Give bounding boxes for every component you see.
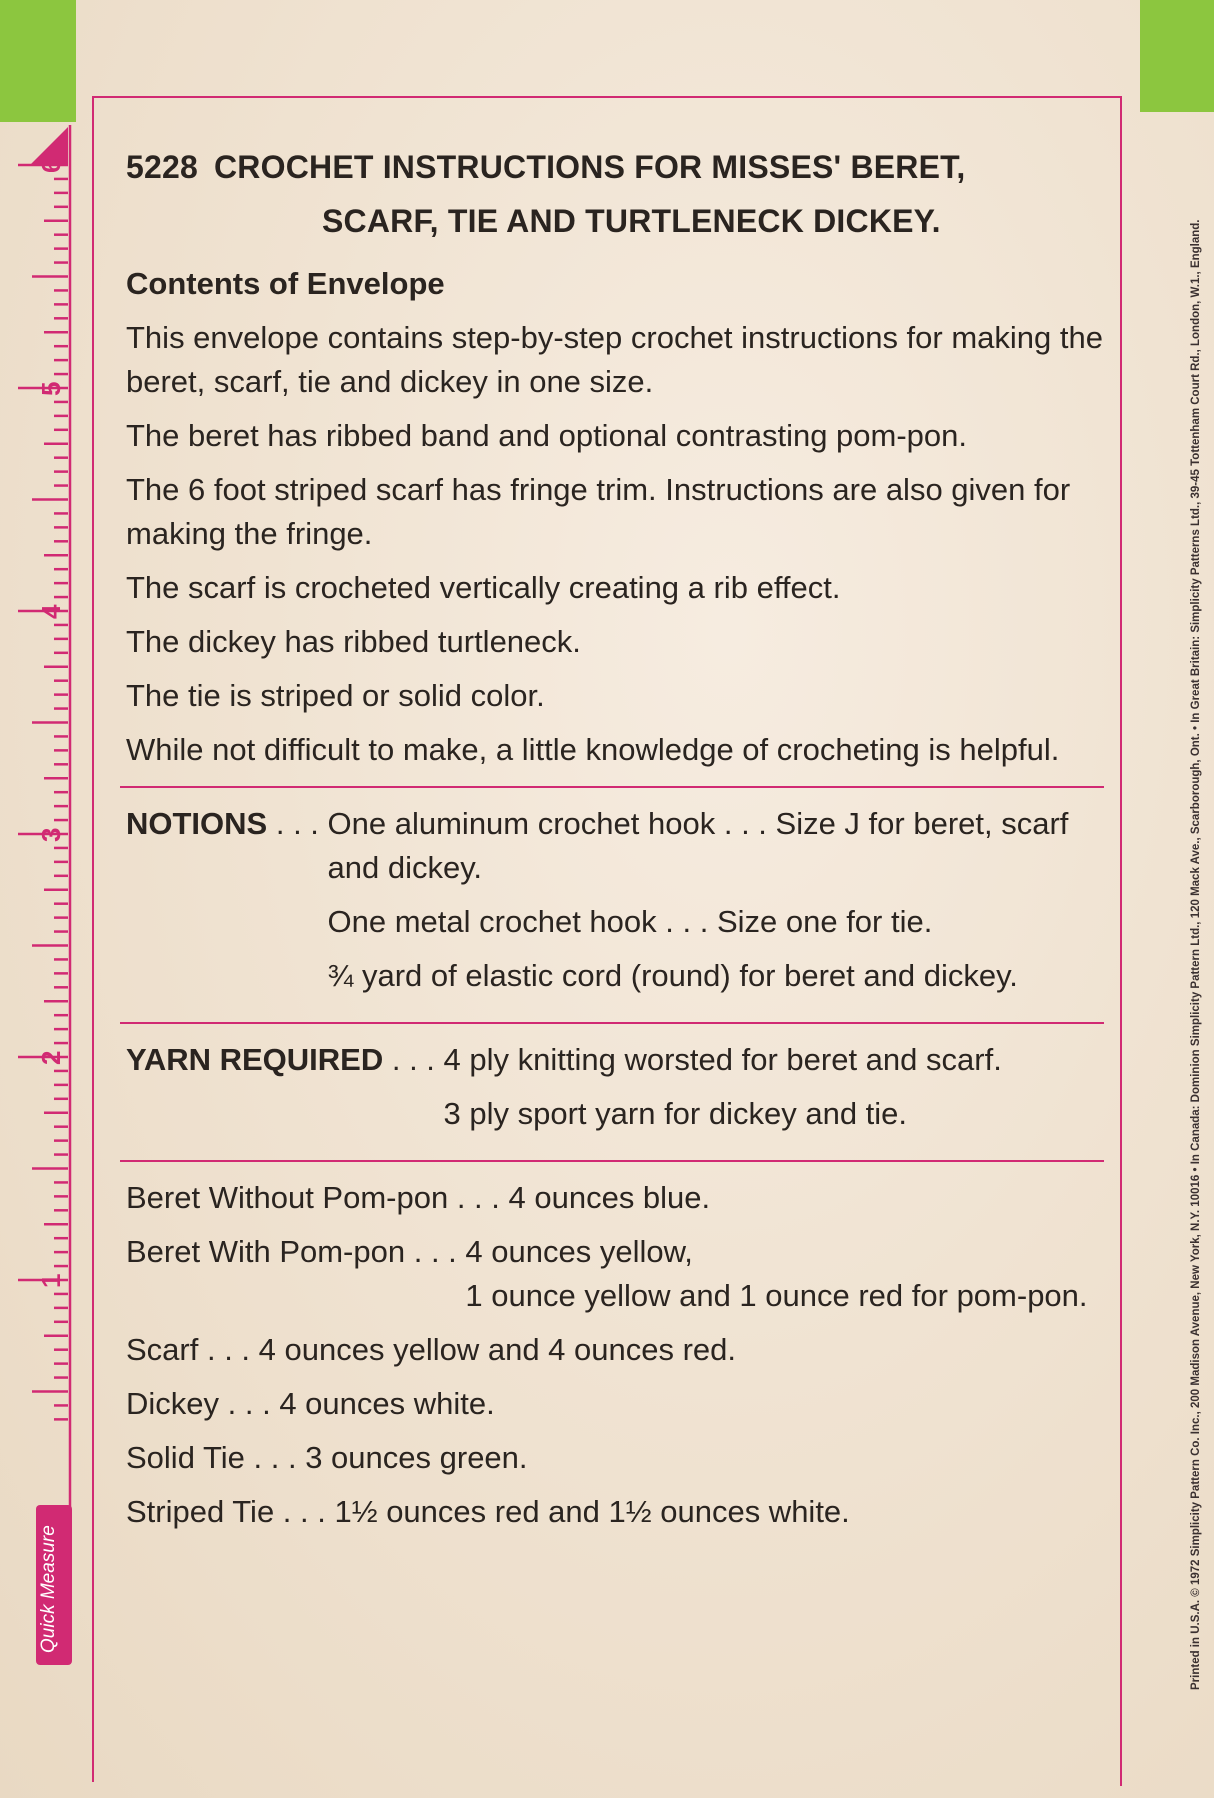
- amount-value: 4 ounces yellow and 4 ounces red.: [258, 1332, 737, 1367]
- copyright-side-text: Printed in U.S.A. © 1972 Simplicity Pattern Co. Inc., 200 Madison Avenue, New York, N.Y. 10016 • In Canada: Dominion Simplicity Pattern Ltd., 120 Mack Ave., Scarborough, Ont. • In Great Britain: Simplicity Patterns Ltd., 39-45 Tottenham Court Rd., London, W.1., England.: [1190, 219, 1202, 1690]
- contents-heading: Contents of Envelope: [126, 266, 445, 301]
- pattern-number: 5228: [126, 149, 198, 185]
- pink-border-top: [92, 96, 1122, 98]
- amount-label: Beret Without Pom-pon . . .: [126, 1180, 509, 1215]
- amount-label: Dickey . . .: [126, 1386, 280, 1421]
- green-corner-left: [0, 0, 76, 122]
- divider: [120, 1022, 1104, 1024]
- amount-row: [126, 1382, 1106, 1436]
- contents-paragraph: The 6 foot striped scarf has fringe trim. Instructions are also given for making the fringe.: [126, 472, 1071, 551]
- yarn-separator: . . .: [383, 1042, 444, 1077]
- amount-row: [126, 1328, 1106, 1382]
- notions-item: ¾ yard of elastic cord (round) for beret and dickey.: [327, 958, 1018, 993]
- notions-section: [126, 802, 1106, 1008]
- contents-paragraph: This envelope contains step-by-step crochet instructions for making the beret, scarf, tie and dickey in one size.: [126, 320, 1103, 399]
- yarn-item: 3 ply sport yarn for dickey and tie.: [443, 1096, 908, 1131]
- quick-measure-badge: [36, 1505, 72, 1665]
- amount-label: Scarf . . .: [126, 1332, 259, 1367]
- divider: [120, 1160, 1104, 1162]
- ruler-number: 1: [36, 1273, 66, 1288]
- pink-border-right: [1120, 96, 1122, 1786]
- contents-paragraph: The scarf is crocheted vertically creating a rib effect.: [126, 570, 841, 605]
- ruler-number: 5: [36, 381, 66, 396]
- amount-row: [126, 1176, 1106, 1230]
- green-corner-right: [1140, 0, 1214, 112]
- notions-item: One aluminum crochet hook . . . Size J for beret, scarf and dickey.: [327, 806, 1069, 885]
- amount-row: [126, 1436, 1106, 1490]
- contents-paragraph: The dickey has ribbed turtleneck.: [126, 624, 581, 659]
- yarn-label: YARN REQUIRED: [126, 1042, 384, 1077]
- amount-value: 4 ounces white.: [279, 1386, 495, 1421]
- amount-label: Striped Tie . . .: [126, 1494, 335, 1529]
- contents-paragraph: The tie is striped or solid color.: [126, 678, 545, 713]
- notions-separator: . . .: [267, 806, 328, 841]
- quick-measure-label: Quick Measure: [38, 1525, 59, 1653]
- amount-value: 1½ ounces red and 1½ ounces white.: [334, 1494, 850, 1529]
- amount-value: 4 ounces yellow,: [465, 1234, 693, 1269]
- title-line-1: CROCHET INSTRUCTIONS FOR MISSES' BERET,: [214, 149, 966, 185]
- ruler-number: 3: [36, 827, 66, 842]
- ruler-number: 6: [36, 158, 66, 173]
- title-line-2: SCARF, TIE AND TURTLENECK DICKEY.: [322, 203, 941, 239]
- amount-row: [126, 1490, 1106, 1544]
- yarn-section: [126, 1038, 1106, 1146]
- amount-value: 1 ounce yellow and 1 ounce red for pom-pon.: [465, 1278, 1088, 1313]
- amount-label: Solid Tie . . .: [126, 1440, 306, 1475]
- amount-value: 3 ounces green.: [305, 1440, 528, 1475]
- yarn-item: 4 ply knitting worsted for beret and scarf.: [443, 1042, 1002, 1077]
- contents-paragraph: The beret has ribbed band and optional contrasting pom-pon.: [126, 418, 968, 453]
- page-title: [126, 140, 1106, 248]
- notions-label: NOTIONS: [126, 806, 268, 841]
- amounts-list: [126, 1176, 1106, 1544]
- amount-row: [126, 1230, 1106, 1328]
- ruler-number: 2: [36, 1050, 66, 1065]
- amount-value: 4 ounces blue.: [508, 1180, 711, 1215]
- instructions-panel: [126, 140, 1106, 1544]
- amount-label: Beret With Pom-pon . . .: [126, 1234, 466, 1269]
- contents-paragraph: While not difficult to make, a little knowledge of crocheting is helpful.: [126, 732, 1060, 767]
- divider: [120, 786, 1104, 788]
- ruler-number: 4: [36, 604, 66, 619]
- notions-item: One metal crochet hook . . . Size one for tie.: [327, 904, 933, 939]
